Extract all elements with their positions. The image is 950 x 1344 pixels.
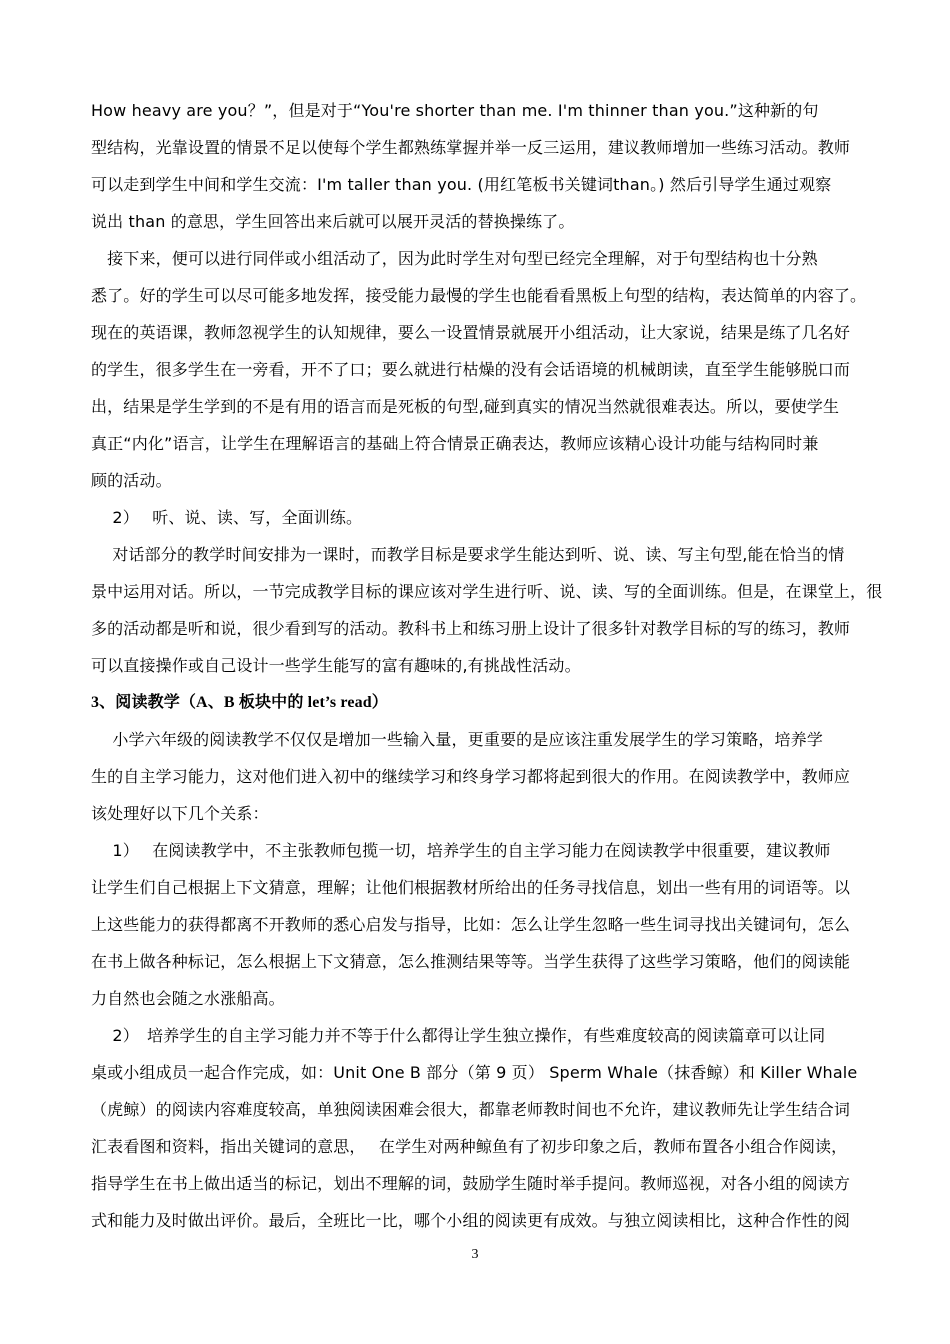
text-line: 在书上做各种标记，怎么根据上下文猜意，怎么推测结果等等。当学生获得了这些学习策略，他们的阅读能 [91,952,851,971]
text-line: 说出 than 的意思，学生回答出来后就可以展开灵活的替换操练了。 [91,212,575,231]
text-line: 出，结果是学生学到的不是有用的语言而是死板的句型,碰到真实的情况当然就很难表达。所以，要使学生 [91,397,840,416]
text-line: 型结构，光靠设置的情景不足以使每个学生都熟练掌握并举一反三运用，建议教师增加一些练习活动。教师 [91,138,851,157]
text-line: 可以走到学生中间和学生交流：I'm taller than you. (用红笔板书关键词than。) 然后引导学生通过观察 [91,175,832,194]
text-line: 现在的英语课，教师忽视学生的认知规律，要么一设置情景就展开小组活动，让大家说，结果是练了几名好 [91,323,851,342]
text-line: 该处理好以下几个关系： [91,804,269,823]
text-line: 多的活动都是听和说，很少看到写的活动。教科书上和练习册上设计了很多针对教学目标的写的练习，教师 [91,619,851,638]
text-line: 力自然也会随之水涨船高。 [91,989,285,1008]
text-line: 桌或小组成员一起合作完成，如：Unit One B 部分（第 9 页） Sperm Whale（抹香鲸）和 Killer Whale [91,1063,858,1082]
text-line: 的学生，很多学生在一旁看，开不了口；要么就进行枯燥的没有会话语境的机械朗读，直至学生能够脱口而 [91,360,851,379]
text-line: 悉了。好的学生可以尽可能多地发挥，接受能力最慢的学生也能看看黑板上句型的结构，表达简单的内容了。 [91,286,867,305]
page-number: 3 [471,1247,479,1262]
text-line: 指导学生在书上做出适当的标记，划出不理解的词，鼓励学生随时举手提问。教师巡视，对各小组的阅读方 [91,1174,851,1193]
text-line: 汇表看图和资料，指出关键词的意思， 在学生对两种鲸鱼有了初步印象之后，教师布置各小组合作阅读， [91,1137,848,1156]
text-line: 小学六年级的阅读教学不仅仅是增加一些输入量，更重要的是应该注重发展学生的学习策略，培养学 [91,730,823,749]
section-heading: 3、阅读教学（A、B 板块中的 let’s read） [91,694,388,711]
text-line: （虎鲸）的阅读内容难度较高，单独阅读困难会很大，都靠老师教时间也不允许，建议教师先让学生结合词 [91,1100,851,1119]
text-line: How heavy are you？”，但是对于“You're shorter than me. I'm thinner than you.”这种新的句 [91,101,819,120]
list-item: 2） 培养学生的自主学习能力并不等于什么都得让学生独立操作，有些难度较高的阅读篇章可以让同 [91,1026,826,1045]
list-item: 2） 听、说、读、写，全面训练。 [91,508,363,527]
text-line: 接下来，便可以进行同伴或小组活动了，因为此时学生对句型已经完全理解，对于句型结构也十分熟 [91,249,818,268]
text-line: 可以直接操作或自己设计一些学生能写的富有趣味的,有挑战性活动。 [91,656,581,675]
text-line: 让学生们自己根据上下文猜意，理解；让他们根据教材所给出的任务寻找信息，划出一些有用的词语等。以 [91,878,851,897]
text-line: 真正“内化”语言，让学生在理解语言的基础上符合情景正确表达，教师应该精心设计功能与结构同时兼 [91,434,819,453]
text-line: 顾的活动。 [91,471,172,490]
text-line: 上这些能力的获得都离不开教师的悉心启发与指导，比如：怎么让学生忽略一些生词寻找出关键词句，怎么 [91,915,851,934]
text-line: 生的自主学习能力，这对他们进入初中的继续学习和终身学习都将起到很大的作用。在阅读教学中，教师应 [91,767,851,786]
text-line: 景中运用对话。所以，一节完成教学目标的课应该对学生进行听、说、读、写的全面训练。但是，在课堂上，很 [91,582,883,601]
text-line: 式和能力及时做出评价。最后，全班比一比，哪个小组的阅读更有成效。与独立阅读相比，这种合作性的阅 [91,1211,851,1230]
list-item: 1） 在阅读教学中，不主张教师包揽一切，培养学生的自主学习能力在阅读教学中很重要，建议教师 [91,841,831,860]
text-line: 对话部分的教学时间安排为一课时，而教学目标是要求学生能达到听、说、读、写主句型,能在恰当的情 [91,545,845,564]
